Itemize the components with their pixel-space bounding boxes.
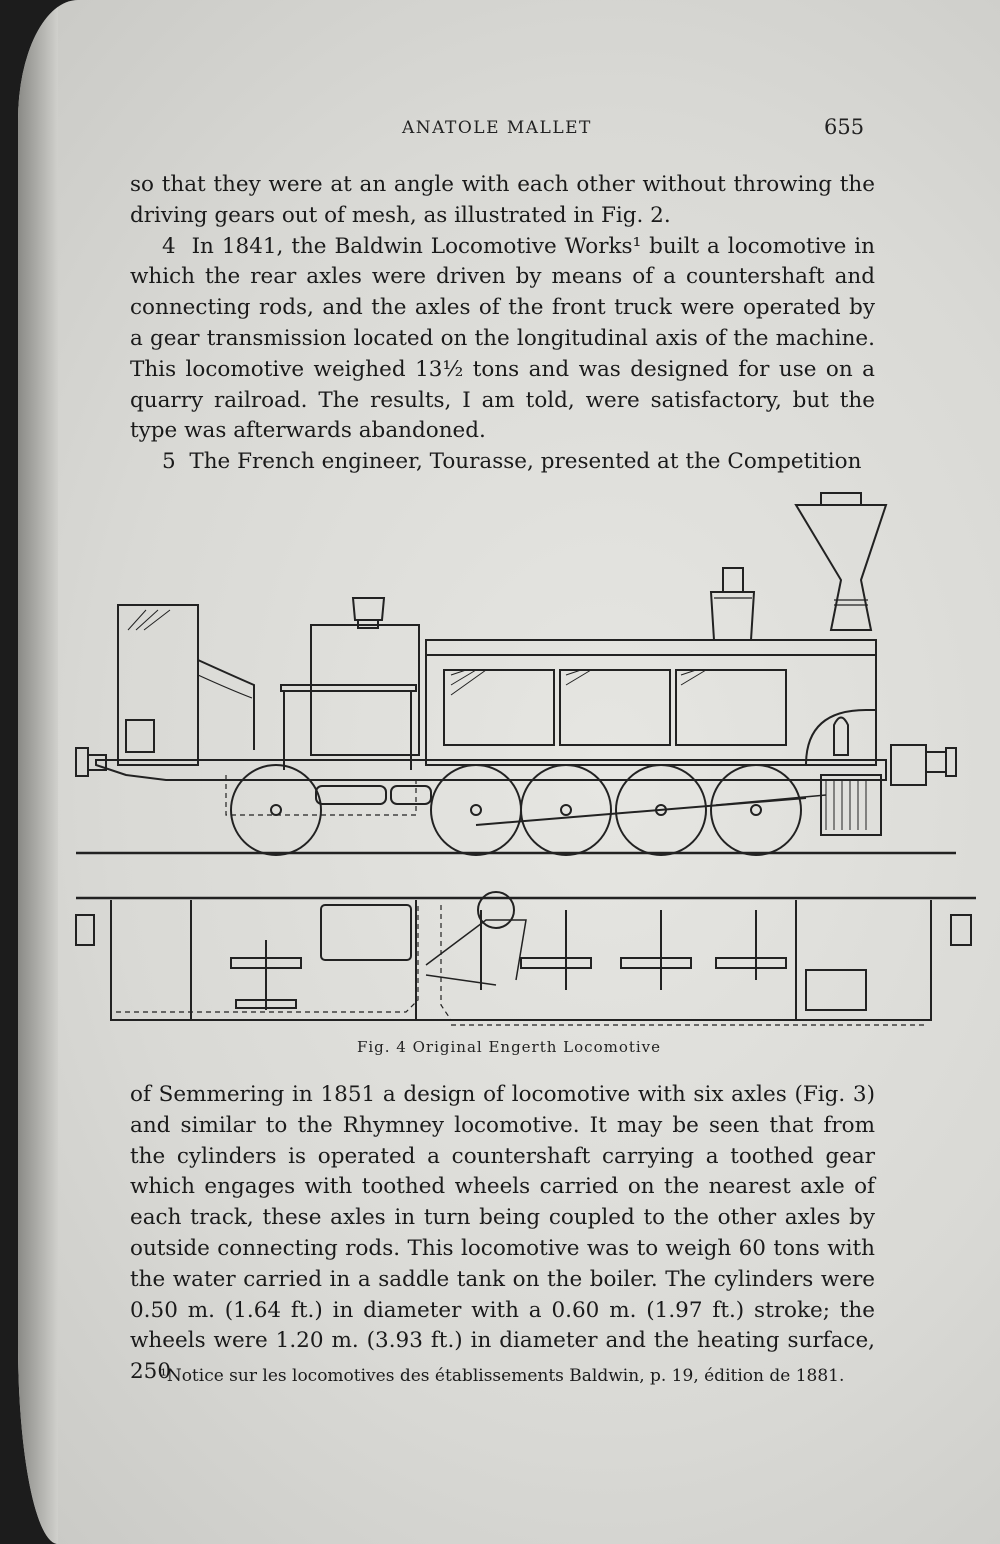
paragraph-text: In 1841, the Baldwin Locomotive Works¹ built a locomotive in which the rear axles were driven by means of a countershaft and connecting rods, and the axles of the front truck were operated by a gear transmission located on the longitudinal axis of the machine. This locomotive weighed 13½ tons and was designed for use on a quarry railroad. The results, I am told, were satisfactory, but the type was afterwards abandoned.: [130, 233, 875, 444]
paragraph-continuation-bottom: of Semmering in 1851 a design of locomotive with six axles (Fig. 3) and similar to the Rhymney locomotive. It may be seen that from the cylinders is operated a countershaft carrying a toothed gear which engages with toothed wheels carried on the nearest axle of each track, these axles in turn being coupled to the other axles by outside connecting rods. This locomotive was to weigh 60 tons with the water carried in a saddle tank on the boiler. The cylinders were 0.50 m. (1.64 ft.) in diameter with a 0.60 m. (1.97 ft.) stroke; the wheels were 1.20 m. (3.93 ft.) in diameter and the heating surface, 250: [130, 1082, 875, 1385]
page-header: [18, 115, 1000, 145]
footnote: ¹Notice sur les locomotives des établissements Baldwin, p. 19, édition de 1881.: [160, 1366, 845, 1386]
running-head: ANATOLE MALLET: [402, 118, 592, 138]
paragraph-continuation: [130, 170, 875, 232]
bottom-text-block: [130, 1080, 875, 1388]
paragraph-number: 4: [162, 233, 176, 259]
paragraph-text: The French engineer, Tourasse, presented at the Competition: [189, 449, 862, 475]
book-page: [18, 0, 1000, 1544]
paragraph-5: [130, 447, 875, 478]
page-gutter: [18, 0, 58, 1544]
paragraph-4: [130, 232, 875, 448]
figure-caption: Fig. 4 Original Engerth Locomotive: [356, 1038, 662, 1056]
page-number: 655: [824, 115, 865, 139]
top-text-block: [130, 170, 875, 478]
paragraph-text: so that they were at an angle with each other without throwing the driving gears out of mesh, as illustrated in Fig. 2.: [130, 172, 875, 228]
paragraph-number: 5: [162, 449, 176, 475]
locomotive-figure: [66, 480, 986, 1040]
locomotive-drawing-icon: [66, 480, 986, 1040]
